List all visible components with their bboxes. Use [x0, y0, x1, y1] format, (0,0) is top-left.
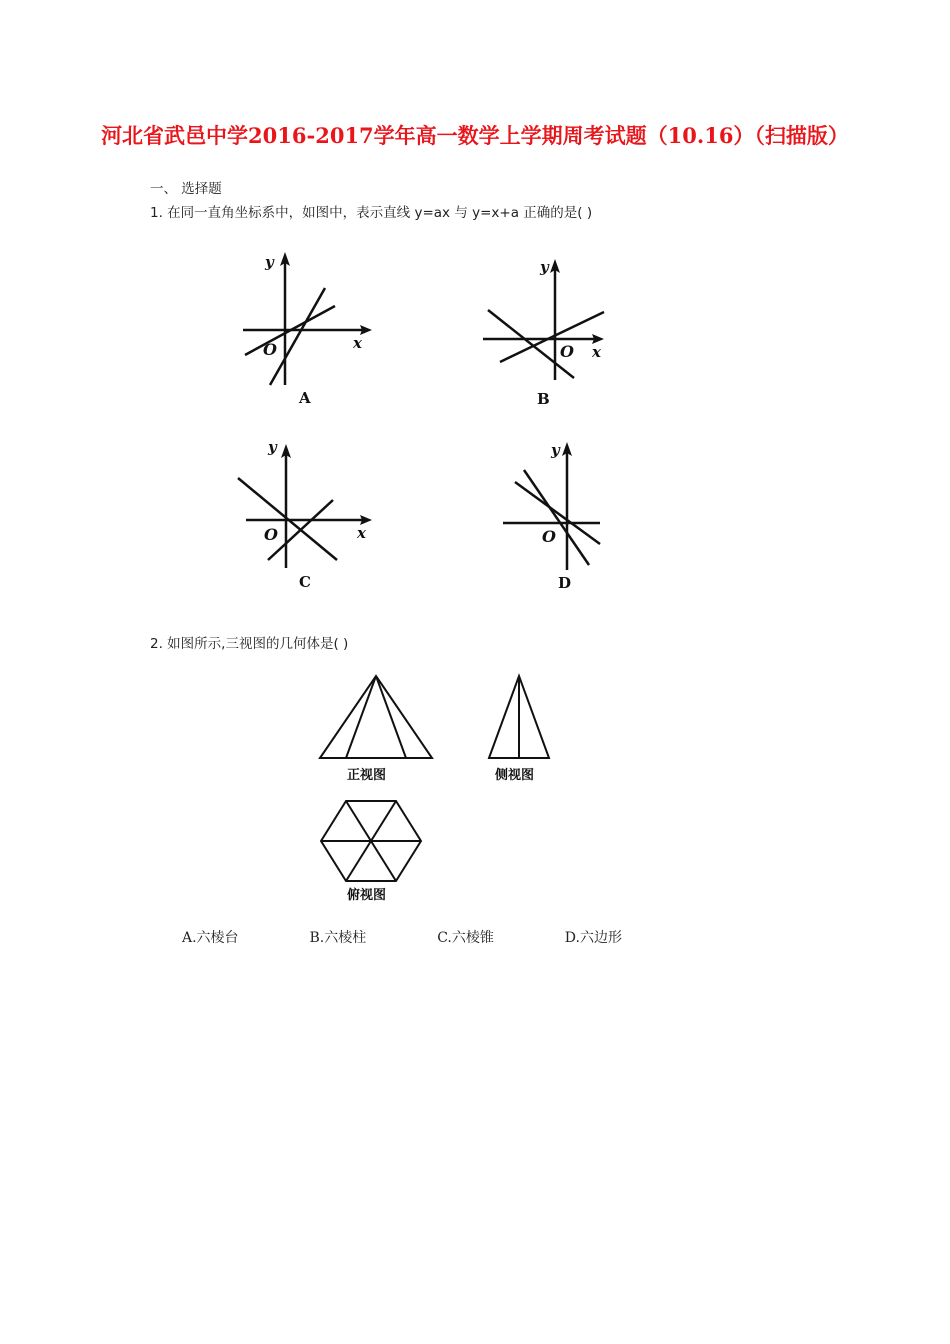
top-view — [321, 801, 421, 903]
option-c: C.六棱锥 — [437, 930, 494, 946]
side-view-label: 侧视图 — [495, 768, 535, 783]
side-view — [489, 676, 549, 783]
origin-label: O — [560, 342, 574, 361]
front-view-label: 正视图 — [347, 768, 387, 783]
document-title: 河北省武邑中学2016-2017学年高一数学上学期周考试题（10.16）（扫描版） — [101, 123, 849, 148]
y-axis-label: y — [551, 441, 560, 459]
x-axis-label: x — [353, 334, 362, 352]
graph-label-b: B — [537, 390, 550, 408]
x-axis-label: x — [592, 343, 601, 361]
question-1-text: 1. 在同一直角坐标系中，如图中，表示直线 y=ax 与 y=x+a 正确的是( ) — [150, 205, 593, 221]
graph-label-c: C — [299, 573, 311, 591]
front-view — [320, 676, 432, 783]
graph-label-d: D — [558, 574, 572, 592]
option-b: B.六棱柱 — [309, 930, 367, 946]
option-a: A.六棱台 — [182, 930, 239, 946]
graph-label-a: A — [299, 389, 311, 407]
origin-label: O — [263, 340, 277, 359]
option-d: D.六边形 — [564, 930, 622, 946]
top-view-label: 俯视图 — [347, 888, 387, 903]
y-axis-label: y — [265, 253, 274, 271]
section-heading: 一、 选择题 — [150, 181, 222, 197]
question-2-options — [182, 927, 622, 947]
question-2-text: 2. 如图所示,三视图的几何体是( ) — [150, 636, 349, 652]
y-axis-label: y — [268, 438, 277, 456]
x-axis-label: x — [357, 524, 366, 542]
origin-label: O — [264, 525, 278, 544]
origin-label: O — [542, 527, 556, 546]
y-axis-label: y — [540, 258, 549, 276]
